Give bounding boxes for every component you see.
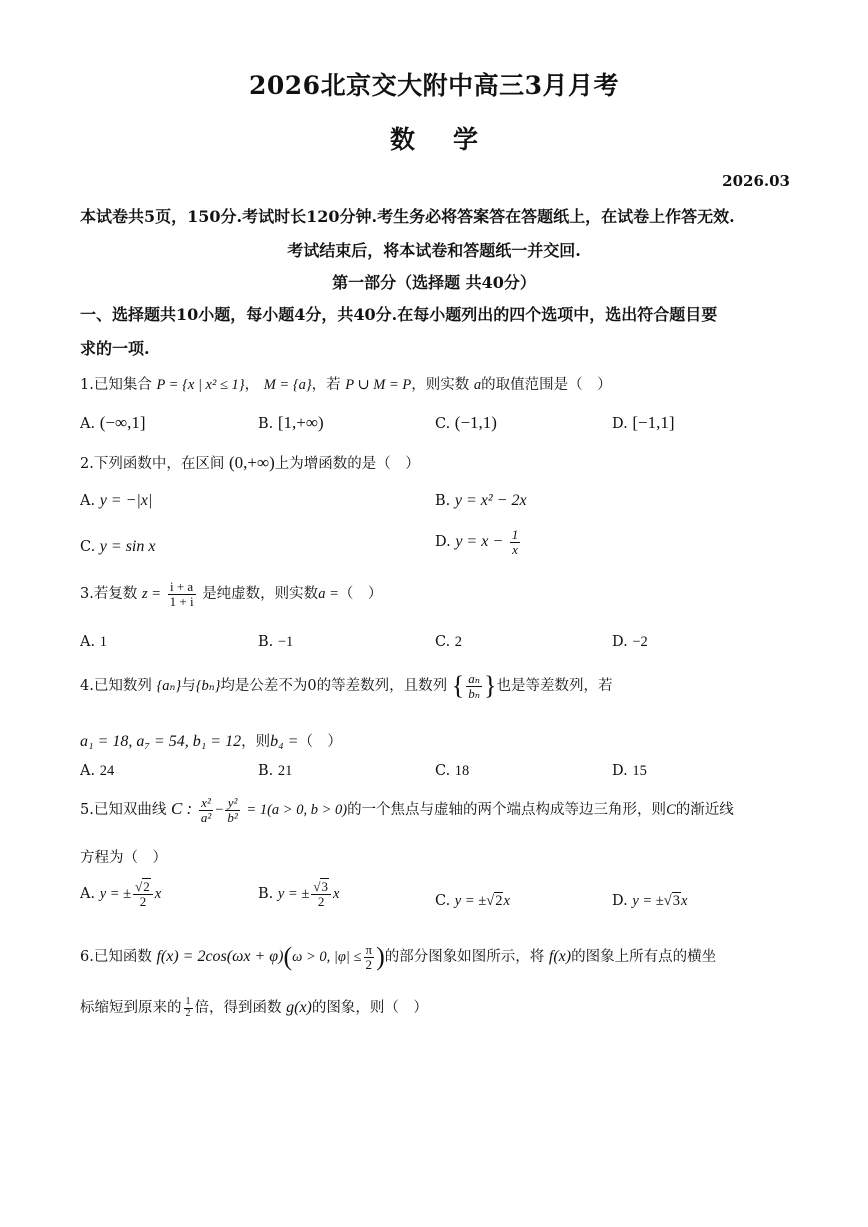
question-1-option-c[interactable] xyxy=(435,413,497,433)
stem-text: 标缩短到原来的 xyxy=(80,1000,182,1016)
exam-date: 2026.03 xyxy=(722,172,790,190)
stem-text: 已知双曲线 xyxy=(93,802,167,819)
option-text: x xyxy=(154,886,162,903)
question-1-option-b[interactable] xyxy=(258,413,324,433)
stem-text: 的图象，则（ ） xyxy=(311,1000,428,1016)
question-5-stem-line-1 xyxy=(80,796,734,824)
stem-text: ，则实数 xyxy=(411,377,470,393)
question-6-stem-line-2 xyxy=(80,996,428,1019)
math-set-m: M = {a} xyxy=(263,377,312,393)
fraction-denominator: 2 xyxy=(317,893,325,909)
fraction-denominator: a² xyxy=(200,809,212,825)
fraction-denominator: x xyxy=(512,541,518,557)
option-label: C. xyxy=(435,416,451,432)
option-text: [−1,1] xyxy=(632,413,675,432)
question-5-option-a[interactable] xyxy=(80,880,161,908)
question-number: 3. xyxy=(80,586,94,603)
option-text: y = x² − 2x xyxy=(454,492,527,509)
math-condition: a₁ = 18, a₇ = 54, b₁ = 12 xyxy=(80,733,242,750)
question-1-stem xyxy=(80,373,612,394)
option-label: A. xyxy=(80,416,96,432)
stem-text: 的一个焦点与虚轴的两个端点构成等边三角形，则 xyxy=(347,802,667,819)
question-4-option-a[interactable] xyxy=(80,763,114,780)
option-label: C. xyxy=(435,893,451,909)
stem-text: 的部分图象如图所示，将 xyxy=(384,949,545,965)
option-label: B. xyxy=(258,416,274,432)
question-2-option-c[interactable] xyxy=(80,538,155,556)
option-label: C. xyxy=(435,763,451,779)
math-interval: (0,+∞) xyxy=(228,453,275,472)
math-rhs: = 1(a > 0, b > 0) xyxy=(246,802,348,819)
fraction-numerator: x² xyxy=(199,796,213,811)
math-function: f(x) xyxy=(548,948,572,965)
option-text: y = ± xyxy=(99,886,132,903)
stem-text: 的取值范围是（ ） xyxy=(481,377,612,393)
option-label: C. xyxy=(435,634,451,650)
question-number: 5. xyxy=(80,802,94,819)
question-4-option-d[interactable] xyxy=(612,763,647,780)
stem-text: （ ） xyxy=(298,734,342,750)
math-operator: − xyxy=(215,802,224,819)
fraction-denominator: b² xyxy=(227,809,238,825)
stem-text: 也是等差数列，若 xyxy=(496,678,613,694)
part-heading: 第一部分（选择题 共40分） xyxy=(332,273,536,292)
question-3-option-d[interactable] xyxy=(612,634,648,651)
option-text: y = −|x| xyxy=(99,492,153,509)
question-6-stem-line-1 xyxy=(80,942,716,972)
option-text: 2 xyxy=(454,634,463,650)
math-variable: a xyxy=(473,377,482,393)
option-text: [1,+∞) xyxy=(277,413,324,432)
option-label: B. xyxy=(258,634,274,650)
stem-text: ， xyxy=(244,377,260,393)
option-text: y = sin x xyxy=(99,538,156,555)
option-label: B. xyxy=(258,886,274,903)
stem-text: 若复数 xyxy=(93,586,138,603)
fraction-denominator: bₙ xyxy=(468,685,481,701)
option-label: A. xyxy=(80,763,96,779)
fraction: $\frac{√3}{2}$ xyxy=(311,880,331,908)
math-function: g(x) xyxy=(286,999,312,1016)
math-condition: ω > 0, |φ| ≤ xyxy=(292,949,362,965)
option-label: D. xyxy=(612,416,628,432)
stem-text: 已知函数 xyxy=(93,949,152,965)
section-instruction-line-2: 求的一项. xyxy=(80,339,150,358)
fraction xyxy=(466,672,482,700)
question-4-stem-line-1 xyxy=(80,671,613,701)
option-text: 21 xyxy=(277,763,293,779)
math-curve: C : xyxy=(170,799,193,819)
section-instruction-line-1: 一、选择题共10小题，每小题4分，共40分.在每小题列出的四个选项中，选出符合题目要 xyxy=(80,305,718,324)
math-variable: b₄ = xyxy=(270,733,299,750)
stem-text: 是纯虚数，则实数 xyxy=(202,586,319,603)
right-brace: } xyxy=(484,671,497,700)
question-number: 2. xyxy=(80,456,94,472)
option-text: −1 xyxy=(277,634,294,650)
fraction xyxy=(364,943,375,971)
option-text: (−1,1) xyxy=(454,413,497,432)
question-2-option-d[interactable] xyxy=(435,528,522,556)
left-paren: ( xyxy=(283,942,293,971)
radicand: 3 xyxy=(321,879,328,894)
option-label: D. xyxy=(612,763,628,779)
option-text: y = ± xyxy=(632,893,664,909)
fraction xyxy=(184,997,193,1019)
math-lhs: z = xyxy=(141,586,162,603)
option-label: D. xyxy=(612,634,628,650)
fraction-denominator: 1 + i xyxy=(169,593,194,609)
question-4-option-c[interactable] xyxy=(435,763,469,780)
stem-text: ，若 xyxy=(311,377,341,393)
question-5-stem-line-2: 方程为（ ） xyxy=(80,850,167,866)
stem-text: 上为增函数的是（ ） xyxy=(274,456,420,472)
question-number: 6. xyxy=(80,949,94,965)
option-text: 15 xyxy=(632,763,647,779)
question-5-option-b[interactable] xyxy=(258,880,339,908)
stem-text: 与 xyxy=(181,678,196,694)
option-label: B. xyxy=(258,763,274,779)
stem-text: 已知数列 xyxy=(93,678,152,694)
option-text: 24 xyxy=(99,763,115,779)
notice-line-2: 考试结束后，将本试卷和答题纸一并交回. xyxy=(287,241,581,260)
option-text: 1 xyxy=(99,634,107,650)
option-text: y = x − xyxy=(455,533,504,551)
fraction-numerator: 1 xyxy=(185,996,191,1007)
option-text: x xyxy=(332,886,340,903)
option-label: C. xyxy=(80,539,96,555)
option-label: A. xyxy=(80,634,96,650)
radicand: 3 xyxy=(672,893,680,909)
option-text: y = ± xyxy=(454,893,487,909)
left-brace: { xyxy=(451,671,465,700)
question-1-option-d[interactable] xyxy=(612,413,675,433)
question-3-option-b[interactable] xyxy=(258,634,293,651)
math-function: f(x) = 2cos(ωx + φ) xyxy=(156,948,284,965)
subject-title: 数学 xyxy=(389,125,516,154)
question-5-option-d[interactable]: D. y = ±√3x xyxy=(612,893,688,909)
fraction-numerator: 1 xyxy=(511,527,519,542)
math-set-p: P = {x | x² ≤ 1} xyxy=(156,377,245,393)
option-text: y = ± xyxy=(277,886,310,903)
question-4-option-b[interactable] xyxy=(258,763,292,780)
right-paren: ) xyxy=(376,942,385,971)
option-text: −2 xyxy=(632,634,648,650)
question-4-stem-line-2 xyxy=(80,730,342,751)
stem-text: （ ） xyxy=(338,586,383,603)
radicand: 2 xyxy=(143,879,150,894)
fraction-numerator: aₙ xyxy=(468,670,481,686)
option-text: x xyxy=(680,893,688,909)
option-label: A. xyxy=(80,493,96,509)
option-text: (−∞,1] xyxy=(99,413,146,432)
fraction-numerator: π xyxy=(365,941,373,957)
question-3-option-a[interactable] xyxy=(80,634,107,651)
stem-text: 的渐近线 xyxy=(675,802,734,819)
question-3-stem xyxy=(80,580,382,608)
fraction-denominator: 2 xyxy=(365,956,373,972)
option-label: D. xyxy=(435,534,451,551)
stem-text: 下列函数中，在区间 xyxy=(93,456,225,472)
math-sequence-a: {aₙ} xyxy=(156,678,182,694)
fraction xyxy=(510,528,521,556)
stem-text: 均是公差不为0的等差数列，且数列 xyxy=(220,678,448,694)
math-variable: C xyxy=(666,802,676,819)
exam-title: 2026北京交大附中高三3月月考 xyxy=(249,71,619,100)
math-variable: a = xyxy=(318,586,339,603)
fraction: $\frac{√2}{2}$ xyxy=(133,880,153,908)
option-text: x xyxy=(503,893,510,909)
fraction xyxy=(168,580,196,608)
fraction-denominator: 2 xyxy=(139,893,147,909)
question-2-stem xyxy=(80,452,420,473)
fraction xyxy=(199,796,213,824)
radicand: 2 xyxy=(495,893,503,909)
math-sequence-b: {bₙ} xyxy=(195,678,221,694)
option-label: B. xyxy=(435,493,451,509)
question-5-option-c[interactable]: C. y = ±√2x xyxy=(435,893,510,909)
question-number: 4. xyxy=(80,678,94,694)
fraction-numerator: i + a xyxy=(168,580,196,595)
stem-text: 倍，得到函数 xyxy=(194,1000,282,1016)
question-3-option-c[interactable] xyxy=(435,634,462,651)
question-number: 1. xyxy=(80,377,94,393)
question-1-option-a[interactable] xyxy=(80,413,145,433)
option-label: D. xyxy=(612,893,628,909)
fraction xyxy=(225,796,239,824)
stem-text: 已知集合 xyxy=(93,377,152,393)
option-text: 18 xyxy=(454,763,470,779)
question-2-option-b[interactable] xyxy=(435,492,527,510)
stem-text: 的图象上所有点的横坐 xyxy=(571,949,717,965)
question-2-option-a[interactable] xyxy=(80,492,152,510)
notice-line-1: 本试卷共5页，150分.考试时长120分钟.考生务必将答案答在答题纸上，在试卷上作答无效. xyxy=(80,207,735,226)
fraction-numerator: y² xyxy=(225,796,239,811)
stem-text: ，则 xyxy=(241,734,271,750)
math-condition: P ∪ M = P xyxy=(345,377,412,393)
option-label: A. xyxy=(80,886,96,903)
fraction-denominator: 2 xyxy=(185,1007,191,1019)
